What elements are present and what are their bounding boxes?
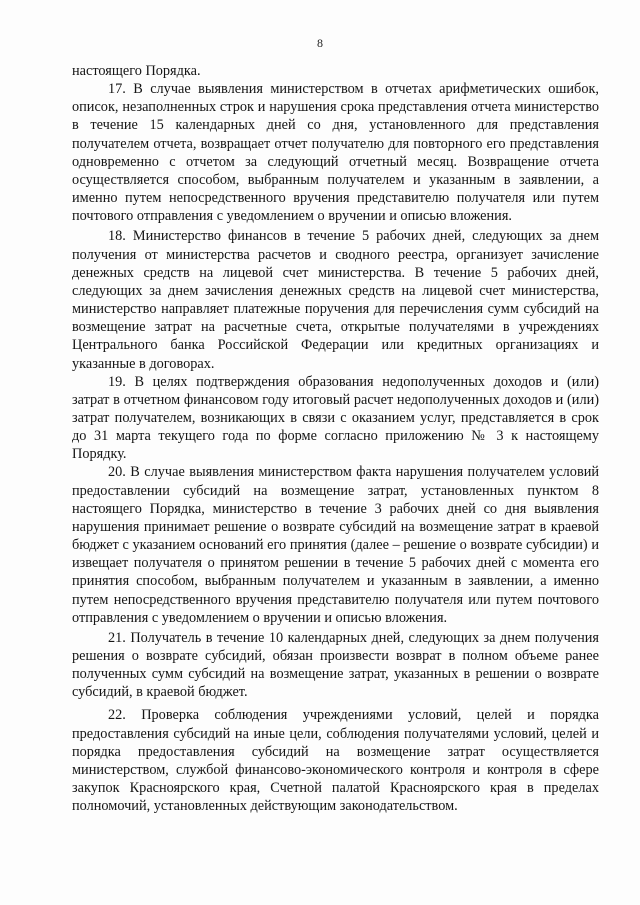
- page-number: 8: [317, 36, 323, 50]
- paragraph-continuation: настоящего Порядка.: [72, 63, 201, 79]
- paragraph-20: 20. В случае выявления министерством факта нарушения получателем условий предоставлении субсидий на возмещение затрат, установленных пунктом 8 настоящего Порядка, министерство в течение 3 рабочих дней со дня выявления нарушения принимает решение о возврате субсидий на возмещение затрат в краевой бюджет с указанием оснований его принятия (далее – решение о возврате субсидии) и извещает получателя о принятом решении в течение 5 рабочих дней с момента его принятия способом, выбранным получателем и указанным в заявлении, а именно путем непосредственного вручения представителю получателя или путем почтового отправления с уведомлением о вручении и описью вложения.: [72, 464, 599, 626]
- document-body: [72, 62, 599, 815]
- paragraph-21: 21. Получатель в течение 10 календарных дней, следующих за днем получения решения о возврате субсидий, обязан произвести возврат в полном объеме ранее полученных сумм субсидий на возмещение затрат, указанных в решении о возврате субсидий, в краевой бюджет.: [72, 629, 599, 701]
- paragraph-22: 22. Проверка соблюдения учреждениями условий, целей и порядка предоставления субсидий на иные цели, соблюдения получателями условий, целей и порядка предоставления субсидий на возмещение затрат осуществляется министерством, службой финансово-экономического контроля и контроля в сфере закупок Красноярского края, Счетной палатой Красноярского края в пределах полномочий, установленных действующим законодательством.: [72, 707, 599, 815]
- paragraph-18: 18. Министерство финансов в течение 5 рабочих дней, следующих за днем получения от министерства расчетов и сводного реестра, организует зачисление денежных средств на лицевой счет министерства. В течение 5 рабочих дней, следующих за днем зачисления денежных средств на лицевой счет министерства, министерство направляет платежные поручения для перечисления сумм субсидий на возмещение затрат на расчетные счета, открытые получателями в учреждениях Центрального банка Российской Федерации или кредитных организациях и указанные в договорах.: [72, 228, 599, 372]
- paragraph-19: 19. В целях подтверждения образования недополученных доходов и (или) затрат в отчетном финансовом году итоговый расчет недополученных доходов и (или) затрат получателем, возникающих в связи с оказанием услуг, представляется в срок до 31 марта текущего года по форме согласно приложению № 3 к настоящему Порядку.: [72, 373, 599, 463]
- paragraph-17: 17. В случае выявления министерством в отчетах арифметических ошибок, описок, незаполненных строк и нарушения срока представления отчета министерство в течение 15 календарных дней со дня, установленного для представления получателем отчета, возвращает отчет получателю для повторного его представления одновременно с отчетом за следующий отчетный месяц. Возвращение отчета осуществляется способом, выбранным получателем и указанным в заявлении, а именно путем непосредственного вручения представителю получателя или путем почтового отправления с уведомлением о вручении и описью вложения.: [72, 81, 599, 225]
